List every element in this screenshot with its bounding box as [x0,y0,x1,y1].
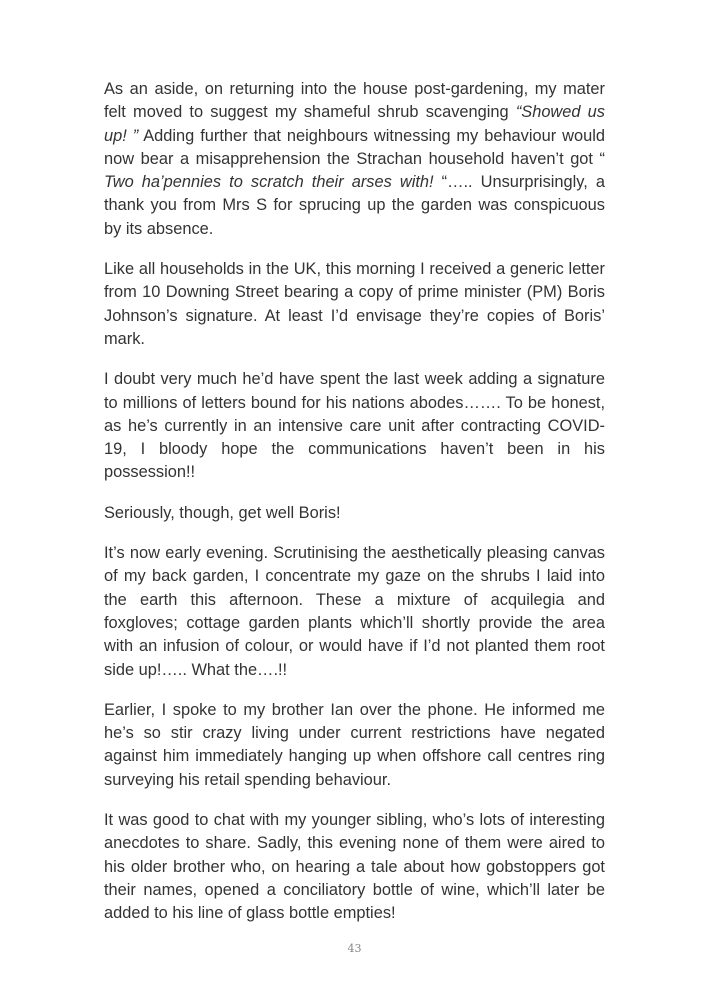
paragraph-signature-doubt: I doubt very much he’d have spent the last week adding a signature to millions of letters bound for his nations abodes……. To be honest, as he’s currently in an intensive care unit after contracting COVID-19, I bloody hope the communications haven’t been in his possession!! [104,370,605,482]
paragraph-sibling-chat: It was good to chat with my younger sibling, who’s lots of interesting anecdotes to share. Sadly, this evening none of them were aired to his older brother who, on hearing a tale about how gobstoppers got their names, opened a conciliatory bottle of wine, which’ll later be added to his line of glass bottle empties! [104,811,605,923]
quote-two-hapennies: Two ha’pennies to scratch their arses with! [104,173,434,192]
paragraph-get-well: Seriously, though, get well Boris! [104,503,341,522]
text-segment: “….. Unsurprisingly, a thank you from Mrs S for sprucing up the garden was conspicuous by its absence. [104,173,605,238]
paragraph-downing-letter: Like all households in the UK, this morning I received a generic letter from 10 Downing Street bearing a copy of prime minister (PM) Boris Johnson’s signature. At least I’d envisage they’re copies of Boris’ mark. [104,260,605,348]
text-segment: As an aside, on returning into the house post-gardening, my mater felt moved to suggest my shameful shrub scavenging [104,80,605,122]
paragraph-brother-call: Earlier, I spoke to my brother Ian over the phone. He informed me he’s so stir crazy living under current restrictions have negated against him immediately hanging up when offshore call centres ring surveying his retail spending behaviour. [104,700,605,789]
text-segment: Adding further that neighbours witnessing my behaviour would now bear a misapprehension the Strachan household haven’t got “ [104,126,605,168]
quote-showed-us-up: “Showed us up! ” [104,103,605,145]
paragraph-evening-garden: It’s now early evening. Scrutinising the aesthetically pleasing canvas of my back garden, I concentrate my gaze on the shrubs I laid into the earth this afternoon. These a mixture of acquilegia and foxgloves; cottage garden plants which’ll shortly provide the area with an infusion of colour, or would have if I’d not planted them root side up!….. What the….!! [104,544,605,679]
page-number: 43 [347,942,362,955]
body-text [104,78,605,926]
paragraph-mater-aside [104,78,605,241]
